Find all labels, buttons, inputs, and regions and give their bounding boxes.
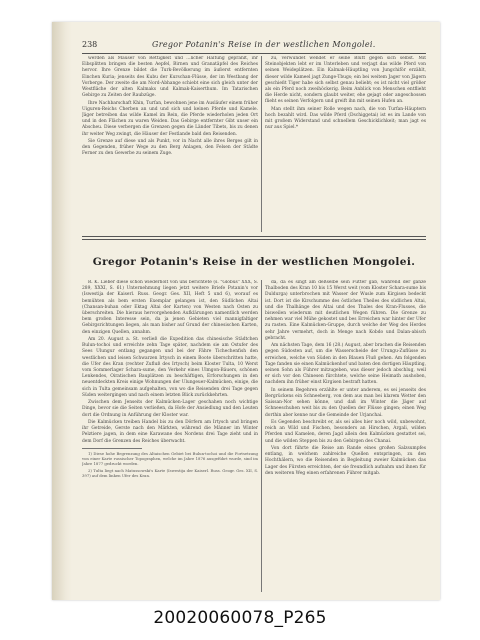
book-page (52, 22, 440, 600)
page-number: 238 (82, 40, 98, 49)
paragraph: werden als Mauser von Rettigkeit und ...licher Haltung geprahlt, ihr Eibsplitten bringen die besten Aepfel, Birnen und Granatäpfel des Reiches hervor. Ihre Grenze bildet die Turk-Bevölkerung im äußerst entfernten Einchen Kuria; jenseits des Kubu der Kurschan-Flüsse, der im Westbang der Vorberge. Der zweite die am Nord-Abhange schiebt eine sich gleich unter der Westfläche der alten Kalmaks und Kalmak-Kaiserthum. Im Tatarischen Gebirge zu Zeiten der Raubzüge. (82, 56, 258, 99)
paragraph: Sie Grenze auf diese und als Punkt, vor in Nacht alle ihres Berges gilt in den Gegenden, früher Wege zu den Berg Anlagen, den Felsen der Städte Ferner zu den Gewerbe zu seinem Zuge. (82, 139, 258, 157)
footnote: 2) Tulta liegt nach Matussowski's Karte (Iswestija der Kaiserl. Russ. Geogr. Ges. XII, S. 397) auf dem linken Ufer des Kran. (82, 467, 258, 478)
paragraph: Am nächsten Tage, dem 16 (28.) August, aber brachen die Reisenden gegen Südosten auf, um die Wasserscheide der Urungu-Zuflüsse zu erreichen, welche von Süden in den Blauen Fluß gehen. Am folgenden Tage fanden sie einen Kalmückenhof und baten den dortigen Häuptling, seinen Sohn als Führer mitzugeben, was dieser jedoch abschlug, weil er sich vor den Chinesen fürchtete, welche seine Heimath aushoben, nachdem ihn früher einst Kirgisen bestraft hatten. (265, 343, 426, 386)
paragraph: Am 20. August a. St. verließ die Expedition das chinesische Städtchen Bulun-tochoi und erreichte zehn Tage später, nachdem sie am Ostufer des Sees Ulungur entlang gegangen und bei der Fähre Tichechenfish den westlichen und leisen Schwarzen Irtysch in einem Boote überschritten hatte, die Ufer des Kran (rechter Zufluß des Irtysch) beim Kloster Tulta, 10 Werst vom Sommerlager Schara-sume, den Verkehr eines Ulmgon-Bäuers, schönen Lenkendes, Oiratischen Bauplätzen zu beschäftigen, Erforschungen in den neuentdeckten Kreis einige Wohnungen der Ulungeuer-Kalmücken, einige, die sich in Tulta gemeinsam aufgehalten, von wo die Reisenden drei Tage gegen Süden weitergingen und nach einem letzten Blick zurückkehrten. (82, 337, 258, 398)
top-right-column (265, 56, 426, 232)
body-right-column (265, 280, 426, 592)
section-rule (82, 239, 426, 240)
paragraph: R. K. Lieber diese schon wiederholt von uns berichtete (s. "Globus" XXX, S. 289, XXXI, S. 61) Unternehmung liegen jetzt weitere Briefe Potanin's vor (Iswestija der Kaiserl. Russ. Geogr. Ges. XII, Heft 5 und 6), worauf es bemühten als bem ersten Exemplar gelangen ist, den Südlichen Altai (Chansan-buhan oder Ektag Altai der Karten) von Westen nach Osten zu überschreiten. Die hieraus hervorgehenden Aufklärungen namentlich werden bem großen Interesse sein, da ja jenen Gebieten viel mannigfaltiger Gebirgsrichtungen liegen, als man bisher auf Grund der chinesischen Karten, den einzigen Quellen, annahm. (82, 280, 258, 335)
paragraph: Ihre Nachbarschaft Khin, Turfan, bewohnen jene im Ausläufer einem früher Uiguren-Reichs Cherben an und und sich und keinen Pferde und Kamele. Jäger betreiben das wilde Kamel im Rein, die Pferde wiederholen jeden Ort und in den Flächen zu waren Weiden. Das Gebirge entfernter Gibt unser ein Abscheu. Diese verbergen die Grenzen gegen die Länder Tibets, bis zu denen ihr weiter Weg zwingt, die Häuser der Festlande bald den Reisenden. (82, 100, 258, 137)
column-divider (261, 56, 262, 232)
header-rule (82, 53, 426, 54)
paragraph: Die Kalmücken treiben Handel bis zu den Dörfern am Irtysch und bringen ihr Getreide, Gerste nach den Märkten, während die Männer im Winter Pelztiere jagen, in dem eine Karawane des Nordens drei Tage zieht und in dem Dorf die Grenzen des Reiches überwacht. (82, 420, 258, 444)
body-left-column (82, 280, 258, 592)
paragraph: Von dort führte die Reise am Rande eines großen Salzsumpfes entlang, in welchem zahlreiche Quellen entspringen, zu den Hochthälern, wo die Reisenden in Begleitung zweier Kalmücken das Lager des Fürsten erreichten, der sie freundlich aufnahm und ihnen für den weiteren Weg einen erfahrenen Führer mitgab. (265, 446, 426, 476)
footnote: 1) Diese hohe Begrenzung des Altaischen Gebiet bei Bulun-tochoi und die Fortsetzung von einer Karte russischer Topographen, welche im Jahre 1876 ausgeführt wurde, sind im Jahre 1877 gedruckt worden. (82, 450, 258, 467)
running-header (82, 40, 426, 52)
paragraph: Es Gegenden beschreibt er, als sei alles hier noch wild, unbewohnt, reich an Wild und Fischen, besonders an Hirschen, Argali, wilden Pferden und Kamelen, deren Jagd allein den Kalmücken gestattet sei, und die wilden Steppen bis zu den Gebirgen des Chanai. (265, 420, 426, 444)
paragraph: In seinem Begehren erzählte er unter anderem, es sei jenseits des Bergrückens ein Schneeberg, von dem aus man bei klarem Wetter den Saissan-Nor sehen könne, und daß im Winter die Jäger auf Schneeschuhen weit bis zu den Quellen der Flüsse gingen; einen Weg dorthin aber kenne nur die Gemeinde der Urjanchai. (265, 387, 426, 418)
paragraph: da, da es singt am deßselbe sein Futter gab, während der ganze Thalboden des Kran 10 bis 15 Werst weit (vom Kloster Schara-sume bis Duldurga) unterbrochen mit Wasser der Wusle zum Kirgisen bedeckt ist. Dort ist die Kirschumme des östlichen Theiles des südlichen Altai, und die Thalhänge des Altai und des Thales des Kran-Flusses, die bisweilen wiederum mit deutlichen Wegen führen. Die Grenze zu nehmen war viel Mühe gekostet und bes Erreichen war hinter der Ufer zu rasten. Eine Kalmücken-Gruppe, durch welche der Weg des Herdes sehr Jahre vermehrt, doch in Menge nach Kobdo und Dalan-abisch gebracht. (265, 280, 426, 341)
running-title: Gregor Potanin's Reise in der westlichen Mongolei. (152, 40, 376, 49)
page-binding-shadow (52, 22, 72, 600)
paragraph: Man stellt ihm seiner Rolle wegen nach, die von Turfan-Häuptern hoch bezahlt wird. Das wilde Pferd (Dschiggetai) ist es im Lande von mit großem Widerstand und schnellem Geschicklichkeit; man jagt es nur aus Spiel.* (265, 106, 426, 131)
paragraph: Zwischen dem Jenseits der Kalmücken-Lager geschahen noch wichtige Dinge, bevor sie die Seiten verließen, da Hofe der Ansiedlung und den Leuten dort die Ordnung in Anführung der Kloster war. (82, 400, 258, 418)
column-divider (261, 280, 262, 592)
scan-caption: 20020060078_P265 (153, 608, 327, 628)
article-title: Gregor Potanin's Reise in der westlichen Mongolei. (92, 256, 416, 268)
section-rule (82, 236, 426, 237)
top-left-column (82, 56, 258, 232)
footnote-rule (82, 448, 142, 449)
paragraph: zu, verwundet wendet er seine Blutt gegen sich selbst. Mit Steinobjekten lebt er im Unterleben und verjagt das wilde Pferd von seinen Weideplätzen. Ein Kalmak-Häuptling von Jungchiför erzählt, dieser wilde Kameel jagt Zunge-Tbugs; ein bei weitem Jager von Jägern geschießt Tiger habe sich selbst genau beliebt; es ist nicht viel größer als ein Pferd noch zweihöckerig. Beim Anblick von Menschen entflieht die Herde nicht, sondern glaubt weiter, ehe gejagt oder angeschossen flieht es seinen Verfolgern und greift ihn mit seinen Hufen an. (265, 56, 426, 105)
